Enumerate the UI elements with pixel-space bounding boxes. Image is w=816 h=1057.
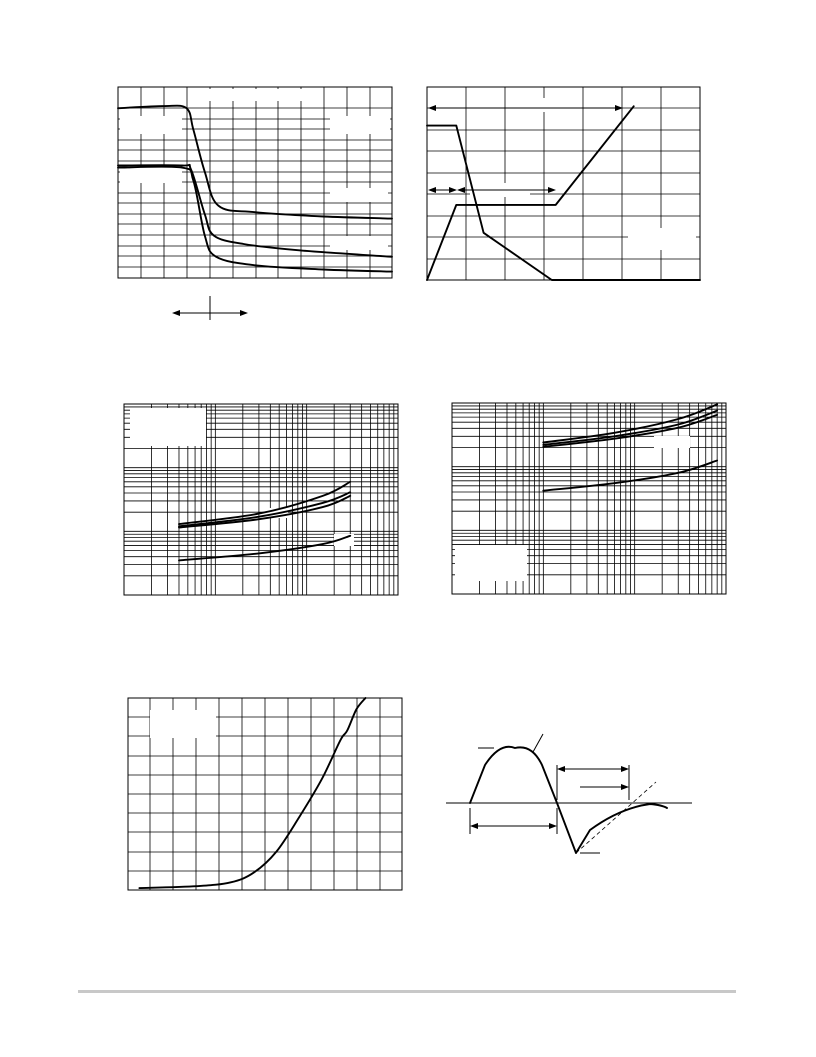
waveform-curve xyxy=(470,747,667,853)
footer-rule xyxy=(78,990,736,993)
chart-4-legend-mask-1 xyxy=(455,545,527,581)
chart-3-legend-mask-1 xyxy=(130,408,206,446)
chart-1-title-mask xyxy=(190,89,320,101)
chart-1-legend-mask-4 xyxy=(330,188,388,202)
slope-pointer xyxy=(533,734,543,752)
chart-2-frame xyxy=(427,87,700,280)
chart-1 xyxy=(118,87,392,320)
chart-1-legend-mask-1 xyxy=(120,116,182,134)
chart-4 xyxy=(452,403,726,594)
tangent-dashed xyxy=(576,782,656,853)
chart-2-series xyxy=(427,106,700,280)
reverse-recovery-diagram xyxy=(446,734,692,853)
chart-1-legend-mask-3 xyxy=(330,116,390,134)
chart-2-series-2-line xyxy=(427,126,700,280)
chart-1-legend-mask-2 xyxy=(120,167,182,183)
chart-2-label-mask-3 xyxy=(628,228,696,250)
chart-2-label-mask-1 xyxy=(510,98,546,112)
chart-2 xyxy=(427,87,700,280)
chart-1-legend-mask-5 xyxy=(330,236,388,250)
chart-2-grid xyxy=(427,87,700,280)
chart-2-dimension-arrows xyxy=(428,105,623,193)
chart-3 xyxy=(124,404,398,595)
chart-5-legend-mask xyxy=(150,710,216,738)
chart-1-range-arrow xyxy=(172,296,248,320)
chart-3-series xyxy=(179,482,350,561)
chart-4-legend-mask-2 xyxy=(654,436,690,448)
chart-5 xyxy=(128,698,402,890)
